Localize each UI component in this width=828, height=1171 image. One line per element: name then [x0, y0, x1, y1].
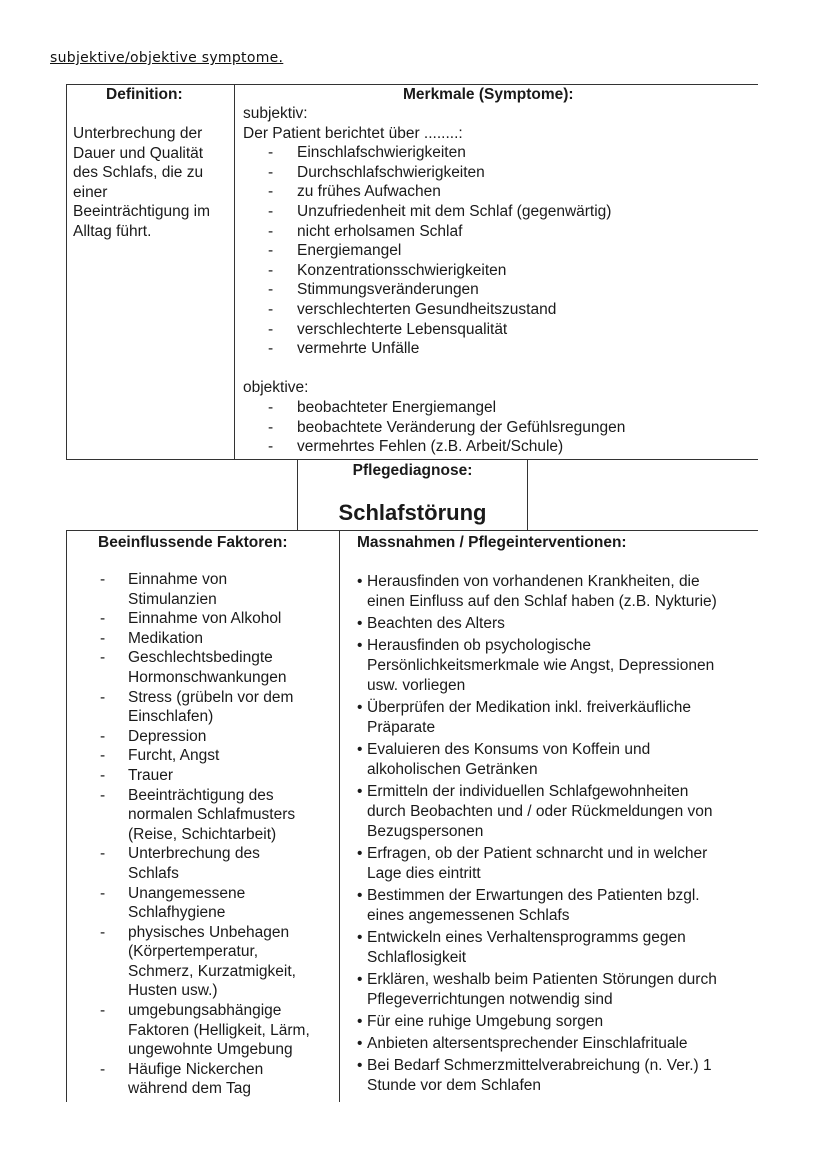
list-item: - Depression	[66, 727, 338, 747]
top-table-border-bottom	[66, 459, 758, 460]
list-item: - verschlechterten Gesundheitszustand	[243, 300, 753, 320]
list-item: - Geschlechtsbedingte Hormonschwankungen	[66, 648, 338, 687]
definition-line: Beeinträchtigung im	[73, 203, 210, 221]
diagnosis-label: Pflegediagnose:	[352, 462, 473, 479]
list-item: - Unzufriedenheit mit dem Schlaf (gegenwärtig)	[243, 202, 753, 222]
list-item: - Einschlafschwierigkeiten	[243, 143, 753, 163]
list-item: - Furcht, Angst	[66, 746, 338, 766]
list-item: - vermehrtes Fehlen (z.B. Arbeit/Schule)	[243, 437, 753, 457]
list-item: • Beachten des Alters	[357, 614, 777, 634]
list-item: • Herausfinden von vorhandenen Krankheiten, die einen Einfluss auf den Schlaf haben (z.B. Nykturie)	[357, 572, 777, 612]
objektiv-list	[243, 398, 753, 457]
list-item: - Einnahme von Stimulanzien	[66, 570, 338, 609]
list-item: - Häufige Nickerchen während dem Tag	[66, 1060, 338, 1099]
list-item: - Unangemessene Schlafhygiene	[66, 884, 338, 923]
list-item: • Anbieten altersentsprechender Einschlafrituale	[357, 1034, 777, 1054]
objektiv-label: objektive:	[243, 379, 309, 397]
subjektiv-list	[243, 143, 753, 359]
list-item: - Unterbrechung des Schlafs	[66, 844, 338, 883]
list-item: - Konzentrationsschwierigkeiten	[243, 261, 753, 281]
list-item: - verschlechterte Lebensqualität	[243, 320, 753, 340]
massnahmen-header: Massnahmen / Pflegeinterventionen:	[357, 534, 627, 551]
top-table-divider	[234, 84, 235, 460]
list-item: - Trauer	[66, 766, 338, 786]
list-item: - Beeinträchtigung des normalen Schlafmusters (Reise, Schichtarbeit)	[66, 786, 338, 845]
list-item: • Erklären, weshalb beim Patienten Störungen durch Pflegeverrichtungen notwendig sind	[357, 970, 777, 1010]
merkmale-content	[243, 104, 753, 457]
definition-line: Unterbrechung der	[73, 125, 203, 142]
subjektiv-label: subjektiv:	[243, 105, 308, 122]
list-item: • Ermitteln der individuellen Schlafgewohnheiten durch Beobachten und / oder Rückmeldungen von Bezugspersonen	[357, 782, 777, 842]
list-item: • Bei Bedarf Schmerzmittelverabreichung (n. Ver.) 1 Stunde vor dem Schlafen	[357, 1056, 777, 1096]
definition-line: einer	[73, 183, 108, 201]
patient-intro: Der Patient berichtet über ........:	[243, 124, 463, 142]
faktoren-list	[66, 570, 338, 1099]
list-item: - beobachtete Veränderung der Gefühlsregungen	[243, 418, 753, 438]
list-item: - Stress (grübeln vor dem Einschlafen)	[66, 688, 338, 727]
massnahmen-list	[357, 572, 777, 1096]
list-item: - Stimmungsveränderungen	[243, 280, 753, 300]
list-item: • Entwickeln eines Verhaltensprogramms gegen Schlaflosigkeit	[357, 928, 777, 968]
list-item: - Medikation	[66, 629, 338, 649]
faktoren-header: Beeinflussende Faktoren:	[98, 534, 288, 551]
list-item: - physisches Unbehagen (Körpertemperatur, Schmerz, Kurzatmigkeit, Husten usw.)	[66, 923, 338, 1001]
list-item: • Überprüfen der Medikation inkl. freiverkäufliche Präparate	[357, 698, 777, 738]
definition-line: Alltag führt.	[73, 222, 152, 240]
merkmale-header: Merkmale (Symptome):	[403, 86, 574, 103]
bottom-table-divider	[339, 530, 340, 1102]
list-item: - Einnahme von Alkohol	[66, 609, 338, 629]
definition-line: des Schlafs, die zu	[73, 164, 204, 182]
list-item: - beobachteter Energiemangel	[243, 398, 753, 418]
definition-text	[73, 124, 233, 242]
list-item: - vermehrte Unfälle	[243, 339, 753, 359]
list-item: - umgebungsabhängige Faktoren (Helligkeit, Lärm, ungewohnte Umgebung	[66, 1001, 338, 1060]
list-item: • Evaluieren des Konsums von Koffein und alkoholischen Getränken	[357, 740, 777, 780]
list-item: • Herausfinden ob psychologische Persönlichkeitsmerkmale wie Angst, Depressionen usw. vorliegen	[357, 636, 777, 696]
diagnosis-name: Schlafstörung	[338, 500, 487, 525]
list-item: - Energiemangel	[243, 241, 753, 261]
list-item: - Durchschlafschwierigkeiten	[243, 163, 753, 183]
top-table-border-left	[66, 84, 67, 460]
list-item: • Bestimmen der Erwartungen des Patienten bzgl. eines angemessenen Schlafs	[357, 886, 777, 926]
list-item: - nicht erholsamen Schlaf	[243, 222, 753, 242]
list-item: • Erfragen, ob der Patient schnarcht und in welcher Lage dies eintritt	[357, 844, 777, 884]
definition-line: Dauer und Qualität	[73, 144, 204, 162]
page-title: subjektive/objektive symptome.	[50, 50, 284, 66]
list-item: • Für eine ruhige Umgebung sorgen	[357, 1012, 777, 1032]
definition-header: Definition:	[106, 86, 183, 103]
bottom-table-border-top	[66, 530, 758, 531]
list-item: - zu frühes Aufwachen	[243, 182, 753, 202]
